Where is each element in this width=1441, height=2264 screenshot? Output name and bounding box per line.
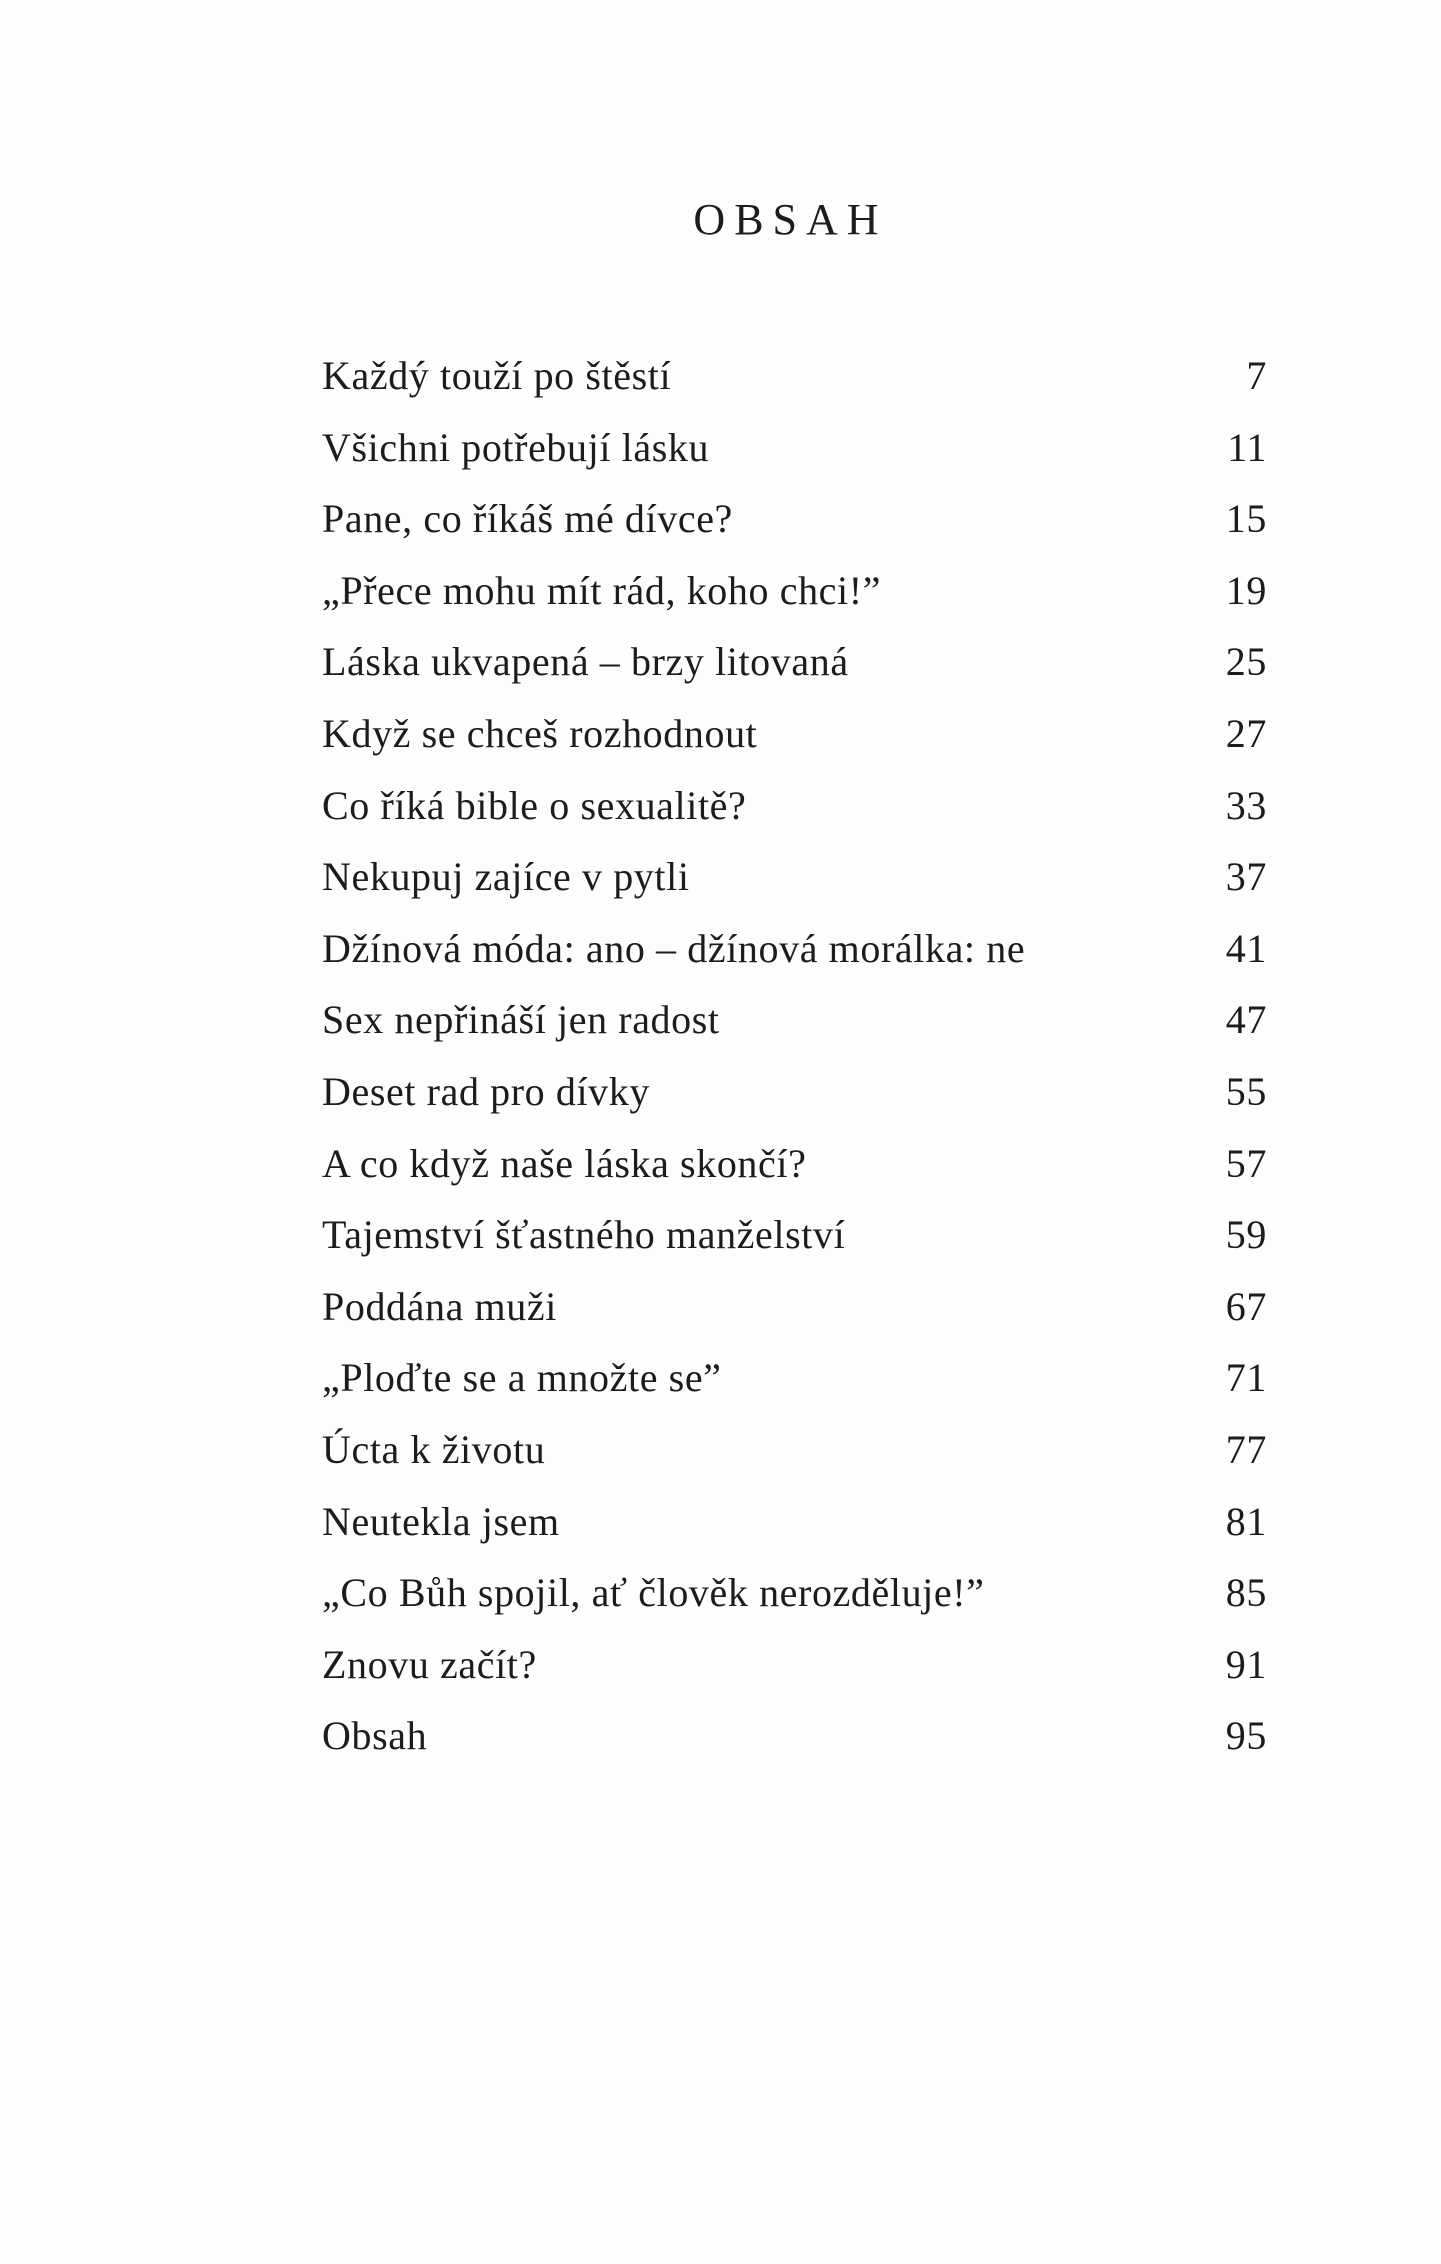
toc-entry [322,412,1267,484]
toc-entry-title: „Ploďte se a množte se” [322,1355,722,1401]
toc-entry-title: Neutekla jsem [322,1498,560,1544]
toc-entry-page: 67 [1225,1283,1267,1329]
toc-entry [322,913,1267,985]
toc-entry-page: 47 [1225,997,1267,1043]
toc-entry [322,1342,1267,1414]
toc-entry-page: 95 [1225,1713,1267,1759]
toc-entry [322,1128,1267,1200]
toc-entry-page: 19 [1225,567,1267,613]
toc-entry-page: 41 [1225,925,1267,971]
toc-entry [322,1199,1267,1271]
toc-entry-title: Co říká bible o sexualitě? [322,782,747,828]
toc-entry-title: Sex nepřináší jen radost [322,997,720,1043]
toc-entry-page: 11 [1227,424,1267,470]
toc-entry-title: „Přece mohu mít rád, koho chci!” [322,567,882,613]
toc-entry [322,1271,1267,1343]
toc-entry [322,483,1267,555]
toc-entry-title: Všichni potřebují lásku [322,424,710,470]
toc-entry-title: Znovu začít? [322,1641,537,1687]
toc-entry-title: A co když naše láska skončí? [322,1140,807,1186]
toc-entry-title: Úcta k životu [322,1426,546,1472]
toc-entry-page: 7 [1246,353,1267,398]
toc-entry-title: Nekupuj zajíce v pytli [322,854,690,900]
toc-entry-title: Tajemství šťastného manželství [322,1212,846,1258]
toc-entry-page: 55 [1225,1068,1267,1114]
toc-entry [322,1056,1267,1128]
toc-entry-page: 37 [1225,854,1267,900]
toc-entry [322,555,1267,627]
toc-entry-page: 85 [1225,1570,1267,1616]
toc-entry-page: 27 [1225,710,1267,756]
toc-entry-page: 81 [1225,1498,1267,1544]
toc-entry [322,1700,1267,1772]
table-of-contents [322,340,1267,1772]
toc-entry-title: Obsah [322,1713,428,1759]
toc-entry-page: 71 [1225,1355,1267,1401]
toc-entry-title: Každý touží po štěstí [322,353,672,398]
toc-entry [322,770,1267,842]
toc-entry-page: 59 [1225,1212,1267,1258]
toc-entry [322,698,1267,770]
toc-entry-page: 25 [1225,639,1267,685]
toc-entry-title: Láska ukvapená – brzy litovaná [322,639,849,685]
toc-entry [322,841,1267,913]
toc-entry-title: Deset rad pro dívky [322,1068,650,1114]
toc-entry-title: Poddána muži [322,1283,557,1329]
toc-entry [322,1557,1267,1629]
toc-entry-title: „Co Bůh spojil, ať člověk nerozděluje!” [322,1570,985,1616]
toc-entry [322,1486,1267,1558]
toc-entry [322,984,1267,1056]
toc-entry-page: 33 [1225,782,1267,828]
toc-entry [322,340,1267,412]
toc-entry [322,1629,1267,1701]
toc-entry [322,626,1267,698]
toc-entry-page: 15 [1225,496,1267,542]
toc-entry-title: Když se chceš rozhodnout [322,710,758,756]
toc-entry-title: Pane, co říkáš mé dívce? [322,496,733,542]
toc-entry-page: 57 [1225,1140,1267,1186]
toc-entry-page: 91 [1225,1641,1267,1687]
toc-entry-title: Džínová móda: ano – džínová morálka: ne [322,925,1026,971]
toc-entry [322,1414,1267,1486]
toc-entry-page: 77 [1225,1426,1267,1472]
page-title: OBSAH [693,195,888,244]
